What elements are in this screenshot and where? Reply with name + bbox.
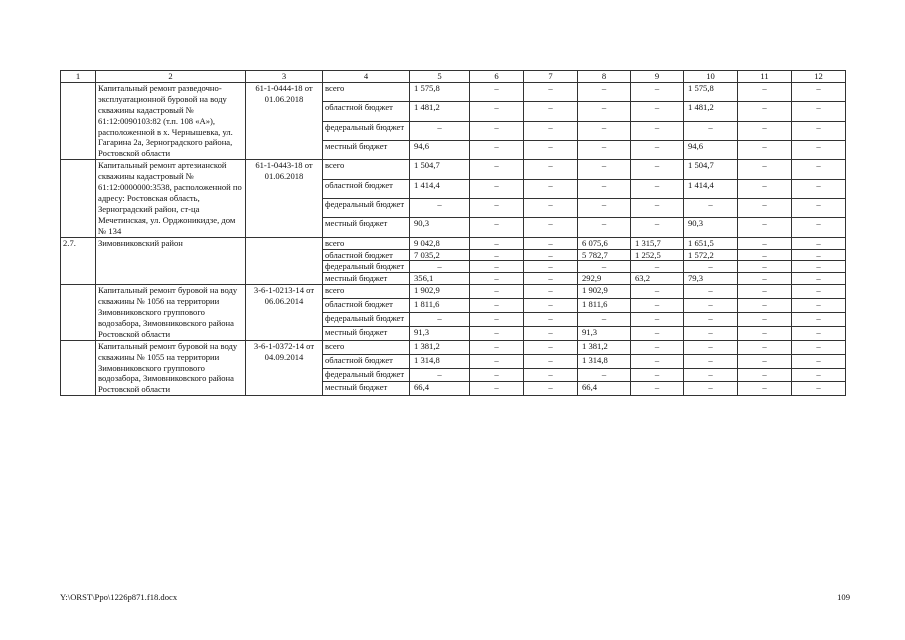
amount-cell: –: [470, 237, 524, 249]
amount-cell: 1 414,4: [684, 179, 738, 198]
table-row: [61, 285, 846, 299]
amount-cell: 1 575,8: [684, 82, 738, 101]
amount-cell: –: [524, 354, 578, 368]
amount-cell: 1 314,8: [410, 354, 470, 368]
amount-cell: –: [631, 198, 684, 217]
amount-cell: 6 075,6: [578, 237, 631, 249]
amount-cell: –: [470, 354, 524, 368]
amount-cell: –: [792, 102, 846, 121]
amount-cell: –: [578, 261, 631, 273]
column-header: 7: [524, 71, 578, 83]
amount-cell: –: [470, 273, 524, 285]
amount-cell: –: [792, 121, 846, 140]
amount-cell: –: [631, 354, 684, 368]
expertise-code: 3-6-1-0213-14 от 06.06.2014: [246, 285, 323, 341]
amount-cell: –: [738, 102, 792, 121]
amount-cell: –: [738, 340, 792, 354]
amount-cell: –: [410, 368, 470, 382]
amount-cell: 1 902,9: [410, 285, 470, 299]
amount-cell: –: [470, 340, 524, 354]
funding-source: всего: [323, 340, 410, 354]
funding-source: областной бюджет: [323, 354, 410, 368]
funding-source: областной бюджет: [323, 179, 410, 198]
amount-cell: –: [738, 326, 792, 340]
amount-cell: –: [738, 273, 792, 285]
amount-cell: –: [470, 368, 524, 382]
funding-source: местный бюджет: [323, 382, 410, 396]
amount-cell: –: [792, 285, 846, 299]
amount-cell: –: [470, 312, 524, 326]
object-name: Зимовниковский район: [96, 237, 246, 285]
amount-cell: 90,3: [684, 218, 738, 237]
amount-cell: –: [410, 121, 470, 140]
amount-cell: –: [684, 382, 738, 396]
amount-cell: 7 035,2: [410, 249, 470, 261]
expertise-code: [246, 237, 323, 285]
funding-source: местный бюджет: [323, 326, 410, 340]
funding-source: местный бюджет: [323, 218, 410, 237]
amount-cell: –: [792, 326, 846, 340]
amount-cell: –: [631, 340, 684, 354]
amount-cell: 66,4: [578, 382, 631, 396]
amount-cell: 1 651,5: [684, 237, 738, 249]
amount-cell: –: [631, 382, 684, 396]
expertise-code: 61-1-0444-18 от 01.06.2018: [246, 82, 323, 159]
page-number: 109: [837, 592, 850, 602]
object-name: Капитальный ремонт артезианской скважины кадастровый № 61:12:0000000:3538, расположенной по адресу: Ростовская область, Зерноградский район, ст-ца Мечетинская, ул. Орджоникидзе, дом № 134: [96, 160, 246, 237]
column-header: 10: [684, 71, 738, 83]
amount-cell: –: [578, 198, 631, 217]
amount-cell: 1 811,6: [410, 299, 470, 313]
funding-source: областной бюджет: [323, 299, 410, 313]
amount-cell: 1 481,2: [684, 102, 738, 121]
funding-source: всего: [323, 82, 410, 101]
amount-cell: 1 381,2: [578, 340, 631, 354]
amount-cell: –: [578, 312, 631, 326]
column-header: 9: [631, 71, 684, 83]
table-row: [61, 82, 846, 101]
amount-cell: 1 252,5: [631, 249, 684, 261]
amount-cell: –: [684, 299, 738, 313]
amount-cell: –: [524, 312, 578, 326]
amount-cell: –: [792, 249, 846, 261]
funding-source: федеральный бюджет: [323, 198, 410, 217]
amount-cell: –: [631, 326, 684, 340]
amount-cell: –: [684, 340, 738, 354]
amount-cell: –: [792, 160, 846, 179]
amount-cell: –: [792, 140, 846, 159]
amount-cell: –: [524, 285, 578, 299]
amount-cell: 1 575,8: [410, 82, 470, 101]
amount-cell: –: [631, 285, 684, 299]
amount-cell: –: [684, 326, 738, 340]
amount-cell: –: [524, 102, 578, 121]
expertise-code: 3-6-1-0372-14 от 04.09.2014: [246, 340, 323, 396]
amount-cell: –: [792, 299, 846, 313]
amount-cell: –: [631, 368, 684, 382]
amount-cell: –: [684, 198, 738, 217]
amount-cell: –: [631, 218, 684, 237]
amount-cell: –: [470, 261, 524, 273]
amount-cell: –: [792, 261, 846, 273]
amount-cell: –: [578, 121, 631, 140]
table-row: [61, 160, 846, 179]
amount-cell: –: [470, 198, 524, 217]
funding-source: областной бюджет: [323, 249, 410, 261]
amount-cell: –: [792, 354, 846, 368]
amount-cell: 1 314,8: [578, 354, 631, 368]
object-name: Капитальный ремонт буровой на воду скважины № 1056 на территории Зимовниковского группового водозабора, Зимовниковского района Ростовской области: [96, 285, 246, 341]
amount-cell: 1 504,7: [410, 160, 470, 179]
amount-cell: –: [738, 198, 792, 217]
expertise-code: 61-1-0443-18 от 01.06.2018: [246, 160, 323, 237]
object-name: Капитальный ремонт буровой на воду скважины № 1055 на территории Зимовниковского группового водозабора, Зимовниковского района Ростовской области: [96, 340, 246, 396]
amount-cell: 90,3: [410, 218, 470, 237]
amount-cell: –: [738, 140, 792, 159]
amount-cell: –: [684, 354, 738, 368]
amount-cell: –: [524, 273, 578, 285]
amount-cell: –: [578, 102, 631, 121]
amount-cell: –: [578, 140, 631, 159]
amount-cell: –: [738, 237, 792, 249]
amount-cell: –: [631, 312, 684, 326]
amount-cell: –: [470, 382, 524, 396]
amount-cell: –: [738, 354, 792, 368]
amount-cell: –: [470, 218, 524, 237]
file-path: Y:\ORST\Ppo\1226p871.f18.docx: [60, 592, 178, 602]
column-header: 1: [61, 71, 96, 83]
funding-source: местный бюджет: [323, 273, 410, 285]
amount-cell: –: [792, 273, 846, 285]
amount-cell: –: [738, 312, 792, 326]
column-header: 4: [323, 71, 410, 83]
budget-table: [60, 70, 846, 396]
amount-cell: –: [524, 179, 578, 198]
column-header: 5: [410, 71, 470, 83]
amount-cell: –: [524, 82, 578, 101]
amount-cell: –: [470, 102, 524, 121]
amount-cell: –: [738, 82, 792, 101]
amount-cell: –: [524, 218, 578, 237]
amount-cell: 1 315,7: [631, 237, 684, 249]
amount-cell: 5 782,7: [578, 249, 631, 261]
table-row: [61, 340, 846, 354]
amount-cell: –: [470, 160, 524, 179]
amount-cell: 1 902,9: [578, 285, 631, 299]
amount-cell: –: [631, 102, 684, 121]
amount-cell: –: [792, 382, 846, 396]
amount-cell: 1 572,2: [684, 249, 738, 261]
amount-cell: 1 381,2: [410, 340, 470, 354]
amount-cell: –: [631, 160, 684, 179]
amount-cell: –: [524, 140, 578, 159]
amount-cell: –: [631, 140, 684, 159]
funding-source: всего: [323, 237, 410, 249]
amount-cell: –: [470, 249, 524, 261]
amount-cell: –: [792, 179, 846, 198]
amount-cell: –: [792, 368, 846, 382]
column-header: 3: [246, 71, 323, 83]
amount-cell: –: [684, 121, 738, 140]
funding-source: областной бюджет: [323, 102, 410, 121]
amount-cell: 66,4: [410, 382, 470, 396]
amount-cell: –: [410, 261, 470, 273]
amount-cell: –: [738, 249, 792, 261]
amount-cell: 63,2: [631, 273, 684, 285]
amount-cell: –: [524, 326, 578, 340]
header-row: [61, 71, 846, 83]
funding-source: федеральный бюджет: [323, 121, 410, 140]
amount-cell: 91,3: [578, 326, 631, 340]
amount-cell: –: [470, 179, 524, 198]
amount-cell: 1 811,6: [578, 299, 631, 313]
amount-cell: –: [470, 121, 524, 140]
column-header: 11: [738, 71, 792, 83]
amount-cell: –: [792, 82, 846, 101]
amount-cell: –: [738, 261, 792, 273]
amount-cell: –: [578, 82, 631, 101]
amount-cell: –: [470, 82, 524, 101]
amount-cell: –: [578, 179, 631, 198]
amount-cell: 292,9: [578, 273, 631, 285]
amount-cell: –: [470, 285, 524, 299]
amount-cell: –: [578, 218, 631, 237]
column-header: 12: [792, 71, 846, 83]
amount-cell: 9 042,8: [410, 237, 470, 249]
column-header: 8: [578, 71, 631, 83]
table-row: [61, 237, 846, 249]
column-header: 2: [96, 71, 246, 83]
amount-cell: –: [738, 368, 792, 382]
funding-source: федеральный бюджет: [323, 261, 410, 273]
amount-cell: –: [631, 299, 684, 313]
amount-cell: –: [578, 368, 631, 382]
amount-cell: –: [524, 160, 578, 179]
funding-source: местный бюджет: [323, 140, 410, 159]
amount-cell: –: [738, 382, 792, 396]
row-number: 2.7.: [61, 237, 96, 285]
amount-cell: –: [792, 218, 846, 237]
amount-cell: –: [631, 179, 684, 198]
amount-cell: –: [524, 340, 578, 354]
amount-cell: –: [792, 312, 846, 326]
amount-cell: –: [684, 368, 738, 382]
amount-cell: –: [410, 312, 470, 326]
amount-cell: –: [792, 198, 846, 217]
amount-cell: –: [524, 237, 578, 249]
amount-cell: –: [738, 179, 792, 198]
amount-cell: –: [792, 340, 846, 354]
amount-cell: –: [470, 299, 524, 313]
amount-cell: –: [524, 121, 578, 140]
amount-cell: –: [631, 82, 684, 101]
amount-cell: –: [738, 299, 792, 313]
amount-cell: –: [684, 285, 738, 299]
amount-cell: –: [410, 198, 470, 217]
amount-cell: –: [684, 261, 738, 273]
amount-cell: –: [578, 160, 631, 179]
amount-cell: 79,3: [684, 273, 738, 285]
amount-cell: 356,1: [410, 273, 470, 285]
amount-cell: –: [524, 382, 578, 396]
amount-cell: –: [738, 285, 792, 299]
column-header: 6: [470, 71, 524, 83]
amount-cell: 94,6: [684, 140, 738, 159]
amount-cell: –: [792, 237, 846, 249]
funding-source: всего: [323, 160, 410, 179]
funding-source: всего: [323, 285, 410, 299]
amount-cell: –: [738, 218, 792, 237]
amount-cell: 91,3: [410, 326, 470, 340]
amount-cell: 94,6: [410, 140, 470, 159]
row-number: [61, 340, 96, 396]
amount-cell: –: [631, 121, 684, 140]
object-name: Капитальный ремонт разведочно-эксплуатационной буровой на воду скважины кадастровый № 61:12:0090103:82 (т.п. 108 «А»), расположенной в х. Чернышевка, ул. Гагарина 2а, Зерноградского района, Ростовской области: [96, 82, 246, 159]
amount-cell: –: [524, 299, 578, 313]
amount-cell: –: [738, 121, 792, 140]
amount-cell: –: [524, 198, 578, 217]
funding-source: федеральный бюджет: [323, 312, 410, 326]
amount-cell: 1 481,2: [410, 102, 470, 121]
amount-cell: –: [631, 261, 684, 273]
amount-cell: 1 504,7: [684, 160, 738, 179]
amount-cell: –: [470, 326, 524, 340]
amount-cell: –: [470, 140, 524, 159]
amount-cell: –: [738, 160, 792, 179]
amount-cell: –: [684, 312, 738, 326]
amount-cell: –: [524, 368, 578, 382]
amount-cell: –: [524, 249, 578, 261]
row-number: [61, 285, 96, 341]
funding-source: федеральный бюджет: [323, 368, 410, 382]
amount-cell: 1 414,4: [410, 179, 470, 198]
row-number: [61, 82, 96, 159]
row-number: [61, 160, 96, 237]
amount-cell: –: [524, 261, 578, 273]
